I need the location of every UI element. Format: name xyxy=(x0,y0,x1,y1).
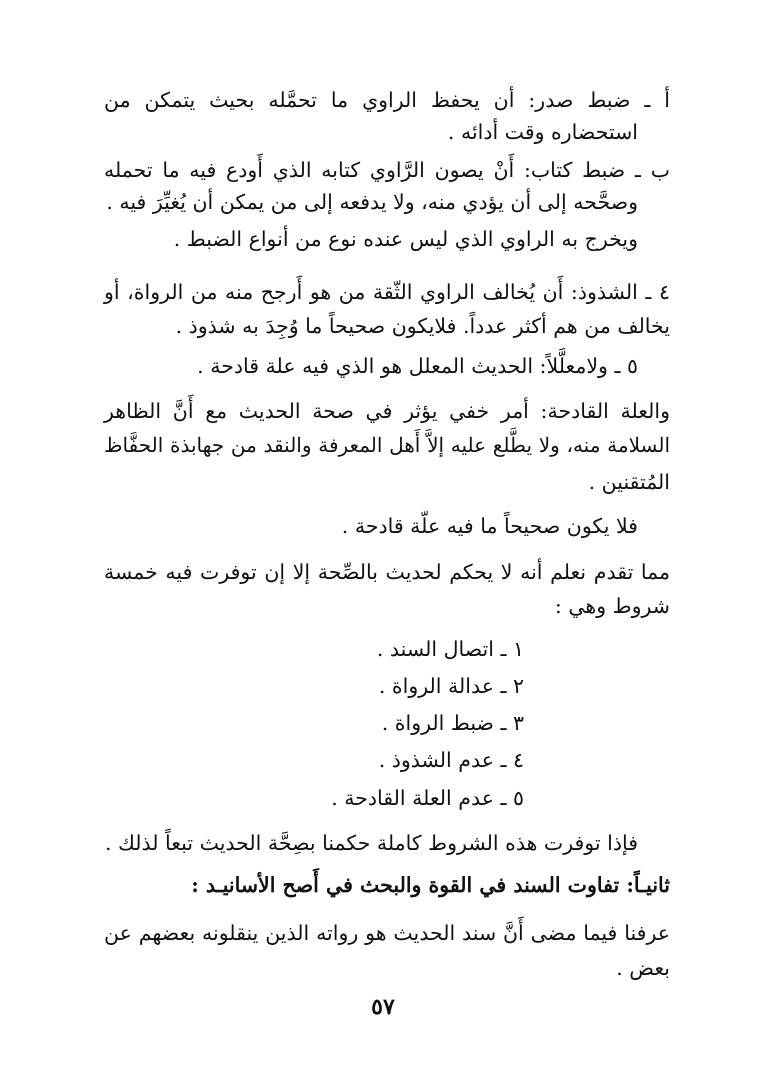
list-item: ٢ ـ عدالة الرواة . xyxy=(378,674,524,698)
list-item: ٤ ـ عدم الشذوذ . xyxy=(378,748,524,772)
text-line: والعلة القادحة: أمر خفي يؤثر في صحة الحديث مع أَنَّ الظاهر xyxy=(104,399,670,423)
text-line: ٤ ـ الشذوذ: أَن يُخالف الراوي الثّقة من هو أَرجح منه من الرواة، أو xyxy=(104,280,670,304)
text-line: وصحَّحه إلى أن يؤدي منه، ولا يدفعه إلى من يمكن أن يُغيِّرَ فيه . xyxy=(106,190,638,214)
list-item: ٥ ـ عدم العلة القادحة . xyxy=(331,786,524,810)
page-number: ٥٧ xyxy=(371,994,395,1020)
list-item: ١ ـ اتصال السند . xyxy=(376,637,524,661)
text-line: فإذا توفرت هذه الشروط كاملة حكمنا بصِحَّة الحديث تبعاً لذلك . xyxy=(104,831,638,855)
list-item: ٣ ـ ضبط الرواة . xyxy=(381,711,524,735)
text-line: ويخرج به الراوي الذي ليس عنده نوع من أنواع الضبط . xyxy=(173,227,638,251)
text-line: عرفنا فيما مضى أَنَّ سند الحديث هو رواته الذين ينقلونه بعضهم عن xyxy=(104,921,670,945)
text-line: السلامة منه، ولا يطَّلع عليه إلاَّ أَهل المعرفة والنقد من جهابذة الحفَّاظ xyxy=(104,433,671,457)
text-line: شروط وهي : xyxy=(554,594,670,618)
text-line: بعض . xyxy=(616,956,670,980)
text-line: فلا يكون صحيحاً ما فيه علّة قادحة . xyxy=(341,514,638,538)
text-line: يخالف من هم أكثر عدداً. فلايكون صحيحاً ما وُجِدَ به شذوذ . xyxy=(175,314,670,338)
text-line: المُتقنين . xyxy=(588,470,670,494)
text-line: مما تقدم نعلم أنه لا يحكم لحديث بالصِّحة إلا إن توفرت فيه خمسة xyxy=(104,560,670,584)
text-line: استحضاره وقت أدائه . xyxy=(447,120,638,144)
text-line: ٥ ـ ولامعلَّلاً: الحديث المعلل هو الذي فيه علة قادحة . xyxy=(197,354,638,378)
text-line: أ ـ ضبط صدر: أن يحفظ الراوي ما تحمَّله بحيث يتمكن من xyxy=(104,88,670,112)
text-line: ب ـ ضبط كتاب: أَنْ يصون الرَّاوي كتابه الذي أَودع فيه ما تحمله xyxy=(104,158,670,182)
section-heading: ثانيـاً: تفاوت السند في القوة والبحث في أَصح الأسانيـد : xyxy=(191,873,670,897)
